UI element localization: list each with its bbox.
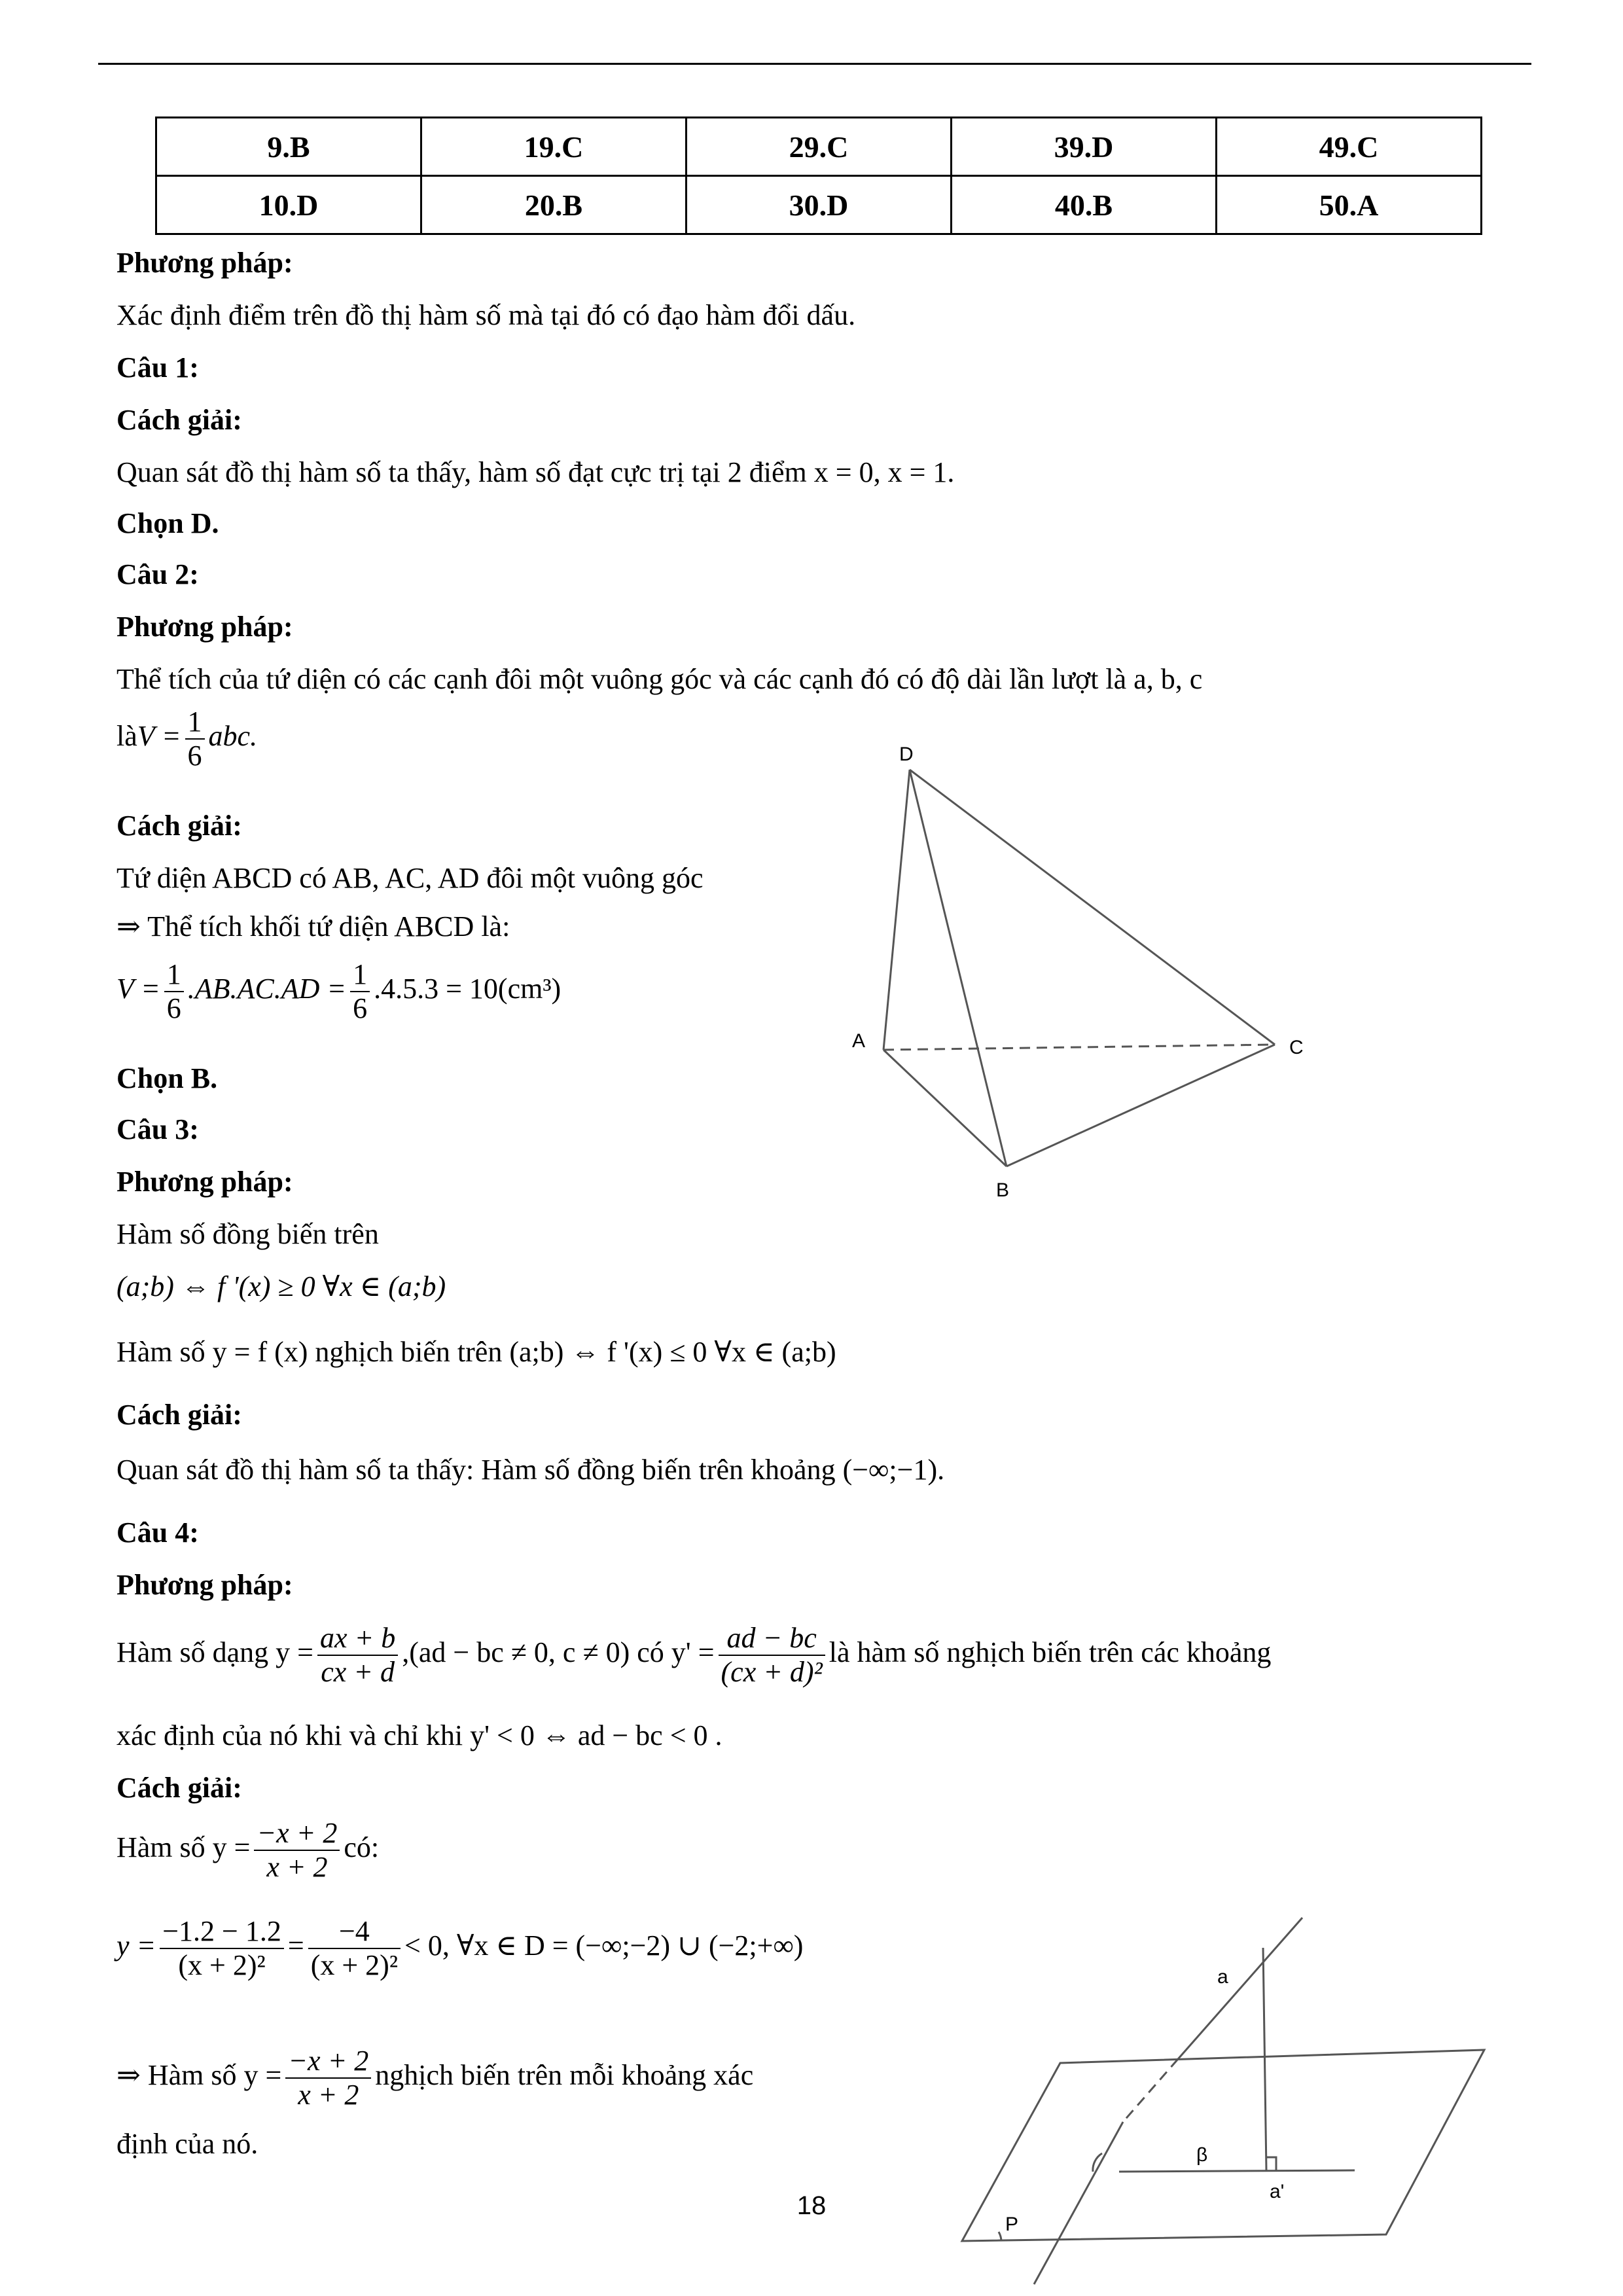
fraction-denominator: (cx + d)²: [721, 1656, 823, 1688]
q4-method-formula: [116, 1622, 1271, 1689]
fraction-numerator: −1.2 − 1.2: [160, 1915, 284, 1949]
heading-cach-giai: Cách giải:: [116, 1772, 242, 1804]
table-row: [156, 176, 1482, 234]
fraction: [350, 958, 370, 1025]
vertex-label-a: A: [852, 1030, 866, 1052]
formula-part: Hàm số y =: [116, 1831, 251, 1864]
q1-answer: Chọn D.: [116, 507, 219, 539]
vertex-label-d: D: [899, 744, 914, 765]
table-cell: 10.D: [156, 176, 421, 234]
formula-tail: abc.: [208, 720, 258, 753]
table-cell: 9.B: [156, 118, 421, 176]
fraction-numerator: ax + b: [317, 1622, 398, 1656]
plane-angle-figure: [962, 1918, 1512, 2296]
table-cell: 40.B: [952, 176, 1217, 234]
heading-cach-giai: Cách giải:: [116, 1399, 242, 1431]
fraction: [164, 958, 184, 1025]
q3-solution: Quan sát đồ thị hàm số ta thấy: Hàm số đồng biến trên khoảng (−∞;−1).: [116, 1454, 945, 1486]
table-cell: 39.D: [952, 118, 1217, 176]
fraction-denominator: cx + d: [321, 1656, 395, 1688]
formula-part: là hàm số nghịch biến trên các khoảng: [829, 1636, 1272, 1669]
table-cell: 20.B: [421, 176, 687, 234]
fraction-denominator: (x + 2)²: [310, 1949, 399, 1981]
formula-part: nghịch biến trên mỗi khoảng xác: [375, 2059, 754, 2092]
q3-method-line1: Hàm số đồng biến trên: [116, 1218, 379, 1250]
q4-solution-line3: [116, 2045, 753, 2111]
heading-cau4: Câu 4:: [116, 1516, 199, 1549]
heading-phuong-phap: Phương pháp:: [116, 247, 293, 279]
q1-solution: Quan sát đồ thị hàm số ta thấy, hàm số đạt cực trị tại 2 điểm x = 0, x = 1.: [116, 456, 955, 488]
q3-method-line3: Hàm số y = f (x) nghịch biến trên (a;b) ⇔ f '(x) ≤ 0 ∀x ∈ (a;b): [116, 1336, 836, 1368]
table-cell: 19.C: [421, 118, 687, 176]
fraction-numerator: 1: [164, 958, 184, 992]
line-label-a: a: [1217, 1966, 1228, 1988]
formula-part: Hàm số dạng y =: [116, 1636, 313, 1669]
table-cell: 29.C: [687, 118, 952, 176]
q4-solution-line2: [116, 1915, 803, 1982]
q2-method-line1: Thể tích của tứ diện có các cạnh đôi một vuông góc và các cạnh đó có độ dài lần lượt là a, b, c: [116, 663, 1203, 695]
formula-part: < 0, ∀x ∈ D = (−∞;−2) ∪ (−2;+∞): [404, 1929, 804, 1962]
fraction-denominator: 6: [353, 992, 368, 1024]
fraction-numerator: 1: [185, 706, 205, 740]
q2-volume-formula: [116, 958, 561, 1025]
pp0-text: Xác định điểm trên đồ thị hàm số mà tại đó có đạo hàm đổi dấu.: [116, 299, 856, 331]
heading-cach-giai: Cách giải:: [116, 810, 242, 842]
fraction-denominator: (x + 2)²: [178, 1949, 266, 1981]
fraction-denominator: 6: [187, 740, 202, 772]
q4-method-line2: xác định của nó khi và chỉ khi y' < 0 ⇔ ad − bc < 0 .: [116, 1719, 722, 1751]
q2-method-formula: [116, 706, 257, 772]
table-cell: 49.C: [1217, 118, 1482, 176]
fraction: [185, 706, 205, 772]
header-rule: [98, 63, 1531, 65]
formula-part: =: [287, 1929, 304, 1962]
q4-solution-line1: [116, 1817, 379, 1884]
heading-phuong-phap: Phương pháp:: [116, 1569, 293, 1601]
projection-label-a-prime: a': [1270, 2181, 1285, 2202]
fraction-numerator: ad − bc: [719, 1622, 825, 1656]
heading-cach-giai: Cách giải:: [116, 404, 242, 436]
formula-lhs: V =: [137, 720, 181, 753]
formula-tail: .4.5.3 = 10(cm³): [374, 973, 562, 1005]
formula-part: y =: [116, 1929, 156, 1962]
fraction-numerator: −4: [308, 1915, 401, 1949]
fraction: [719, 1622, 825, 1689]
tetrahedron-figure: [838, 726, 1335, 1224]
fraction-denominator: 6: [166, 992, 181, 1024]
fraction-numerator: −x + 2: [285, 2045, 371, 2079]
formula-part: có:: [344, 1831, 380, 1864]
fraction: [160, 1915, 284, 1982]
formula-prefix: là: [116, 720, 137, 753]
fraction-numerator: 1: [350, 958, 370, 992]
table-cell: 50.A: [1217, 176, 1482, 234]
vertex-label-c: C: [1289, 1037, 1304, 1058]
heading-cau2: Câu 2:: [116, 558, 199, 590]
table-row: [156, 118, 1482, 176]
plane-label-p: P: [1005, 2214, 1019, 2235]
table-cell: 30.D: [687, 176, 952, 234]
q3-method-line2: (a;b) ⇔ f '(x) ≥ 0 ∀x ∈ (a;b): [116, 1270, 446, 1302]
angle-label-beta: β: [1196, 2144, 1208, 2166]
formula-lhs: V =: [116, 973, 160, 1005]
fraction-denominator: x + 2: [298, 2079, 359, 2111]
formula-part: ,(ad − bc ≠ 0, c ≠ 0) có y' =: [402, 1636, 715, 1669]
q2-solution-line1: Tứ diện ABCD có AB, AC, AD đôi một vuông góc: [116, 862, 704, 894]
formula-part: ⇒ Hàm số y =: [116, 2059, 282, 2092]
fraction-numerator: −x + 2: [254, 1817, 340, 1851]
q2-answer: Chọn B.: [116, 1062, 218, 1094]
vertex-label-b: B: [996, 1179, 1010, 1201]
heading-cau3: Câu 3:: [116, 1113, 199, 1145]
fraction: [254, 1817, 340, 1884]
fraction: [285, 2045, 371, 2111]
fraction: [317, 1622, 398, 1689]
formula-middle: .AB.AC.AD =: [187, 973, 347, 1005]
fraction-denominator: x + 2: [266, 1851, 328, 1883]
fraction: [308, 1915, 401, 1982]
heading-phuong-phap: Phương pháp:: [116, 1166, 293, 1198]
q2-solution-line2: ⇒ Thể tích khối tứ diện ABCD là:: [116, 910, 510, 942]
q4-solution-line4: định của nó.: [116, 2128, 259, 2160]
heading-cau1: Câu 1:: [116, 351, 199, 384]
page-number: 18: [796, 2191, 827, 2220]
heading-phuong-phap: Phương pháp:: [116, 611, 293, 643]
answer-table: [155, 117, 1482, 235]
